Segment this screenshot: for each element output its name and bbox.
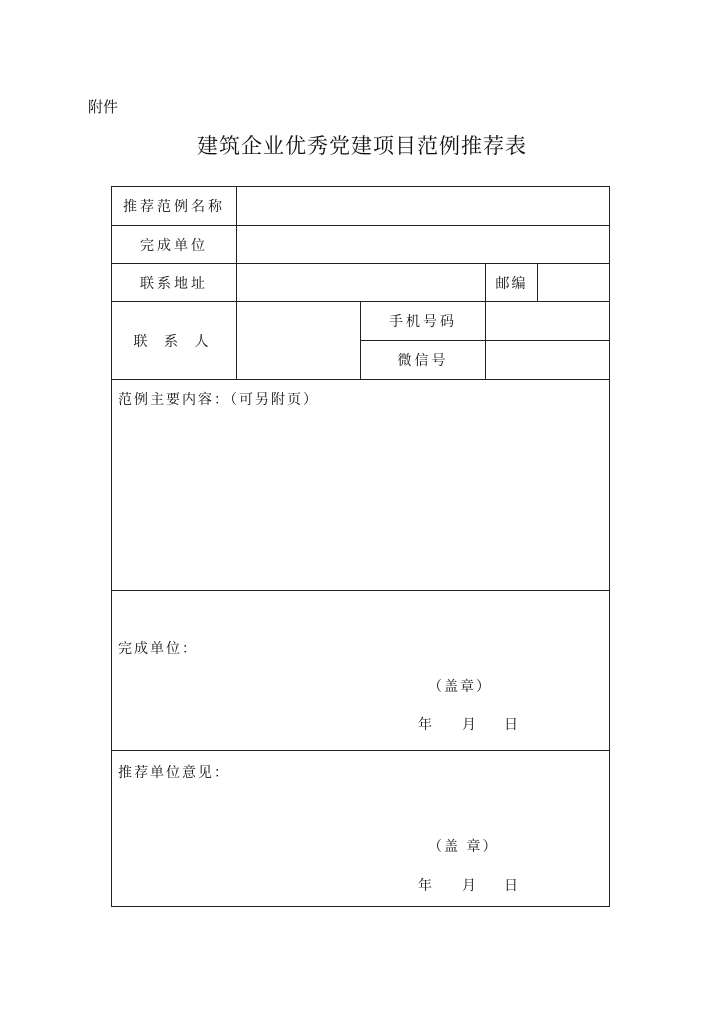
wechat-field[interactable] [486,341,609,379]
content-label: 范例主要内容：（可另附页） [118,392,319,408]
recommend-opinion-label: 推荐单位意见： [118,765,230,781]
address-field[interactable] [237,264,485,301]
row-divider [111,750,610,751]
unit-date-year: 年 [418,717,432,733]
mobile-label: 手机号码 [389,314,457,330]
recommend-date-day: 日 [504,878,518,894]
recommend-date-year: 年 [418,878,432,894]
table-border-right [609,186,610,907]
recommend-opinion-field[interactable] [112,785,609,835]
unit-date-day: 日 [504,717,518,733]
table-border-bottom [111,906,610,907]
example-name-field[interactable] [237,187,609,225]
recommend-seal-text: （盖 章） [428,839,499,855]
address-label: 联系地址 [140,275,208,292]
unit-seal-text: （盖章） [428,679,492,695]
page-title: 建筑企业优秀党建项目范例推荐表 [197,134,527,158]
postcode-label: 邮编 [495,275,528,292]
completing-unit-label: 完成单位 [140,237,208,254]
contact-label: 联 系 人 [133,333,215,350]
mobile-field[interactable] [486,302,609,340]
unit-date-month: 月 [462,717,476,733]
attachment-label: 附件 [88,98,119,116]
recommend-date-month: 月 [462,878,476,894]
postcode-field[interactable] [538,264,609,301]
wechat-label: 微信号 [397,353,449,369]
row-divider [111,590,610,591]
contact-field[interactable] [237,302,360,379]
completing-unit-field[interactable] [237,226,609,263]
unit-section-label: 完成单位： [118,641,198,657]
example-name-label: 推荐范例名称 [123,199,225,215]
content-textarea[interactable] [112,412,609,588]
